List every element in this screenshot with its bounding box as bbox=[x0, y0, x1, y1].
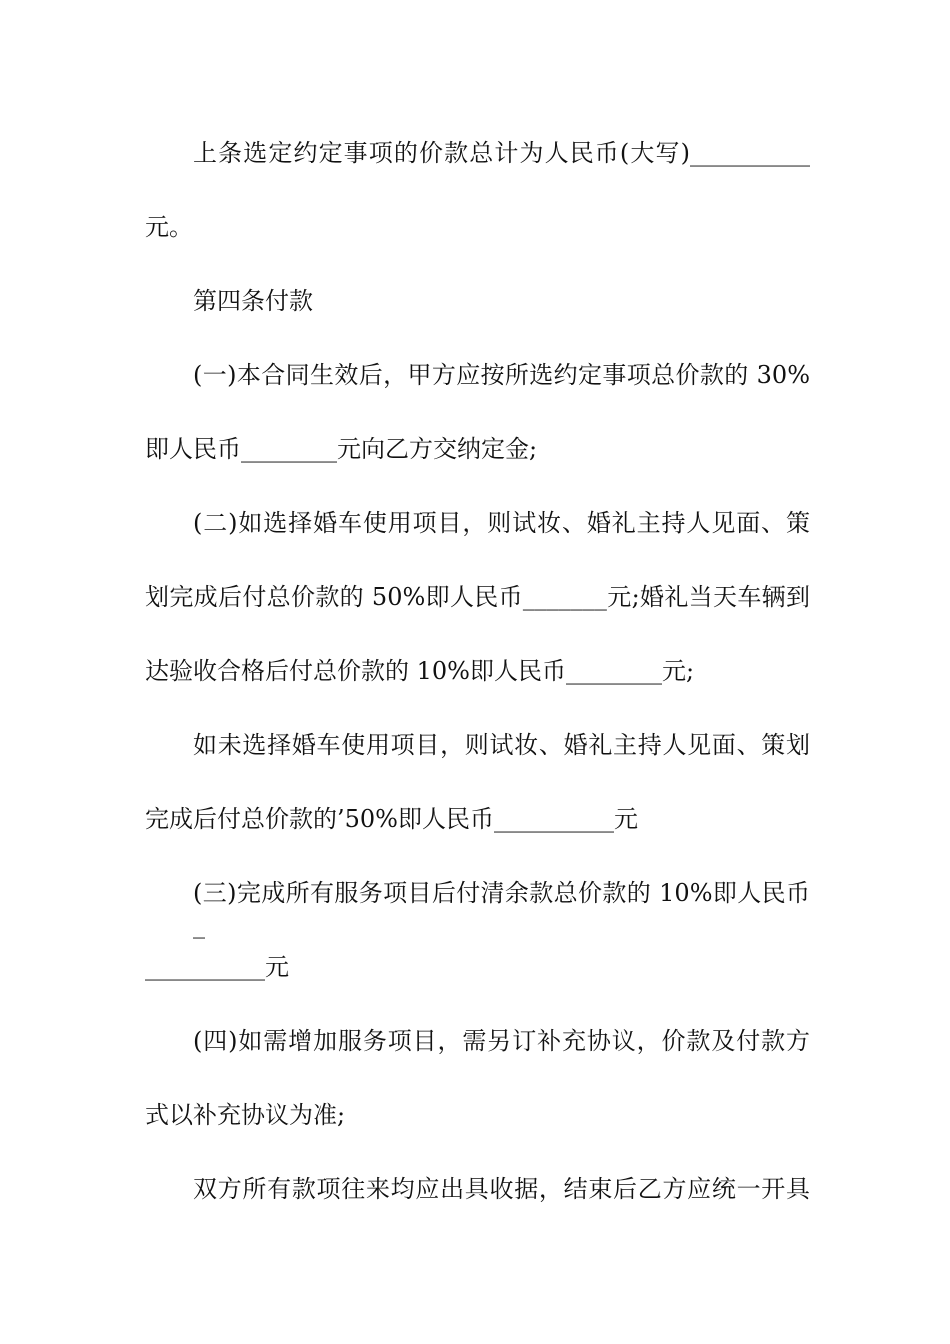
paragraph-line-14: 式以补充协议为准; bbox=[145, 1101, 346, 1129]
paragraph-line-2: 元。 bbox=[145, 213, 193, 241]
paragraph-line-11: (三)完成所有服务项目后付清余款总价款的 10%即人民币_ bbox=[193, 879, 810, 939]
paragraph-line-4: (一)本合同生效后，甲方应按所选约定事项总价款的 30% bbox=[193, 361, 810, 389]
paragraph-line-10: 完成后付总价款的’50%即人民币__________元 bbox=[145, 805, 638, 833]
paragraph-line-12: __________元 bbox=[145, 953, 289, 981]
paragraph-line-1: 上条选定约定事项的价款总计为人民币(大写)__________ bbox=[193, 139, 810, 167]
paragraph-line-7: 划完成后付总价款的 50%即人民币_______元;婚礼当天车辆到 bbox=[145, 583, 810, 611]
paragraph-line-8: 达验收合格后付总价款的 10%即人民币________元; bbox=[145, 657, 695, 685]
paragraph-line-5: 即人民币________元向乙方交纳定金; bbox=[145, 435, 538, 463]
paragraph-line-9: 如未选择婚车使用项目，则试妆、婚礼主持人见面、策划 bbox=[193, 731, 810, 759]
paragraph-line-13: (四)如需增加服务项目，需另订补充协议，价款及付款方 bbox=[193, 1027, 810, 1055]
section-heading-article-4: 第四条付款 bbox=[193, 287, 313, 315]
paragraph-line-6: (二)如选择婚车使用项目，则试妆、婚礼主持人见面、策 bbox=[193, 509, 810, 537]
paragraph-line-15: 双方所有款项往来均应出具收据，结束后乙方应统一开具 bbox=[193, 1175, 810, 1203]
